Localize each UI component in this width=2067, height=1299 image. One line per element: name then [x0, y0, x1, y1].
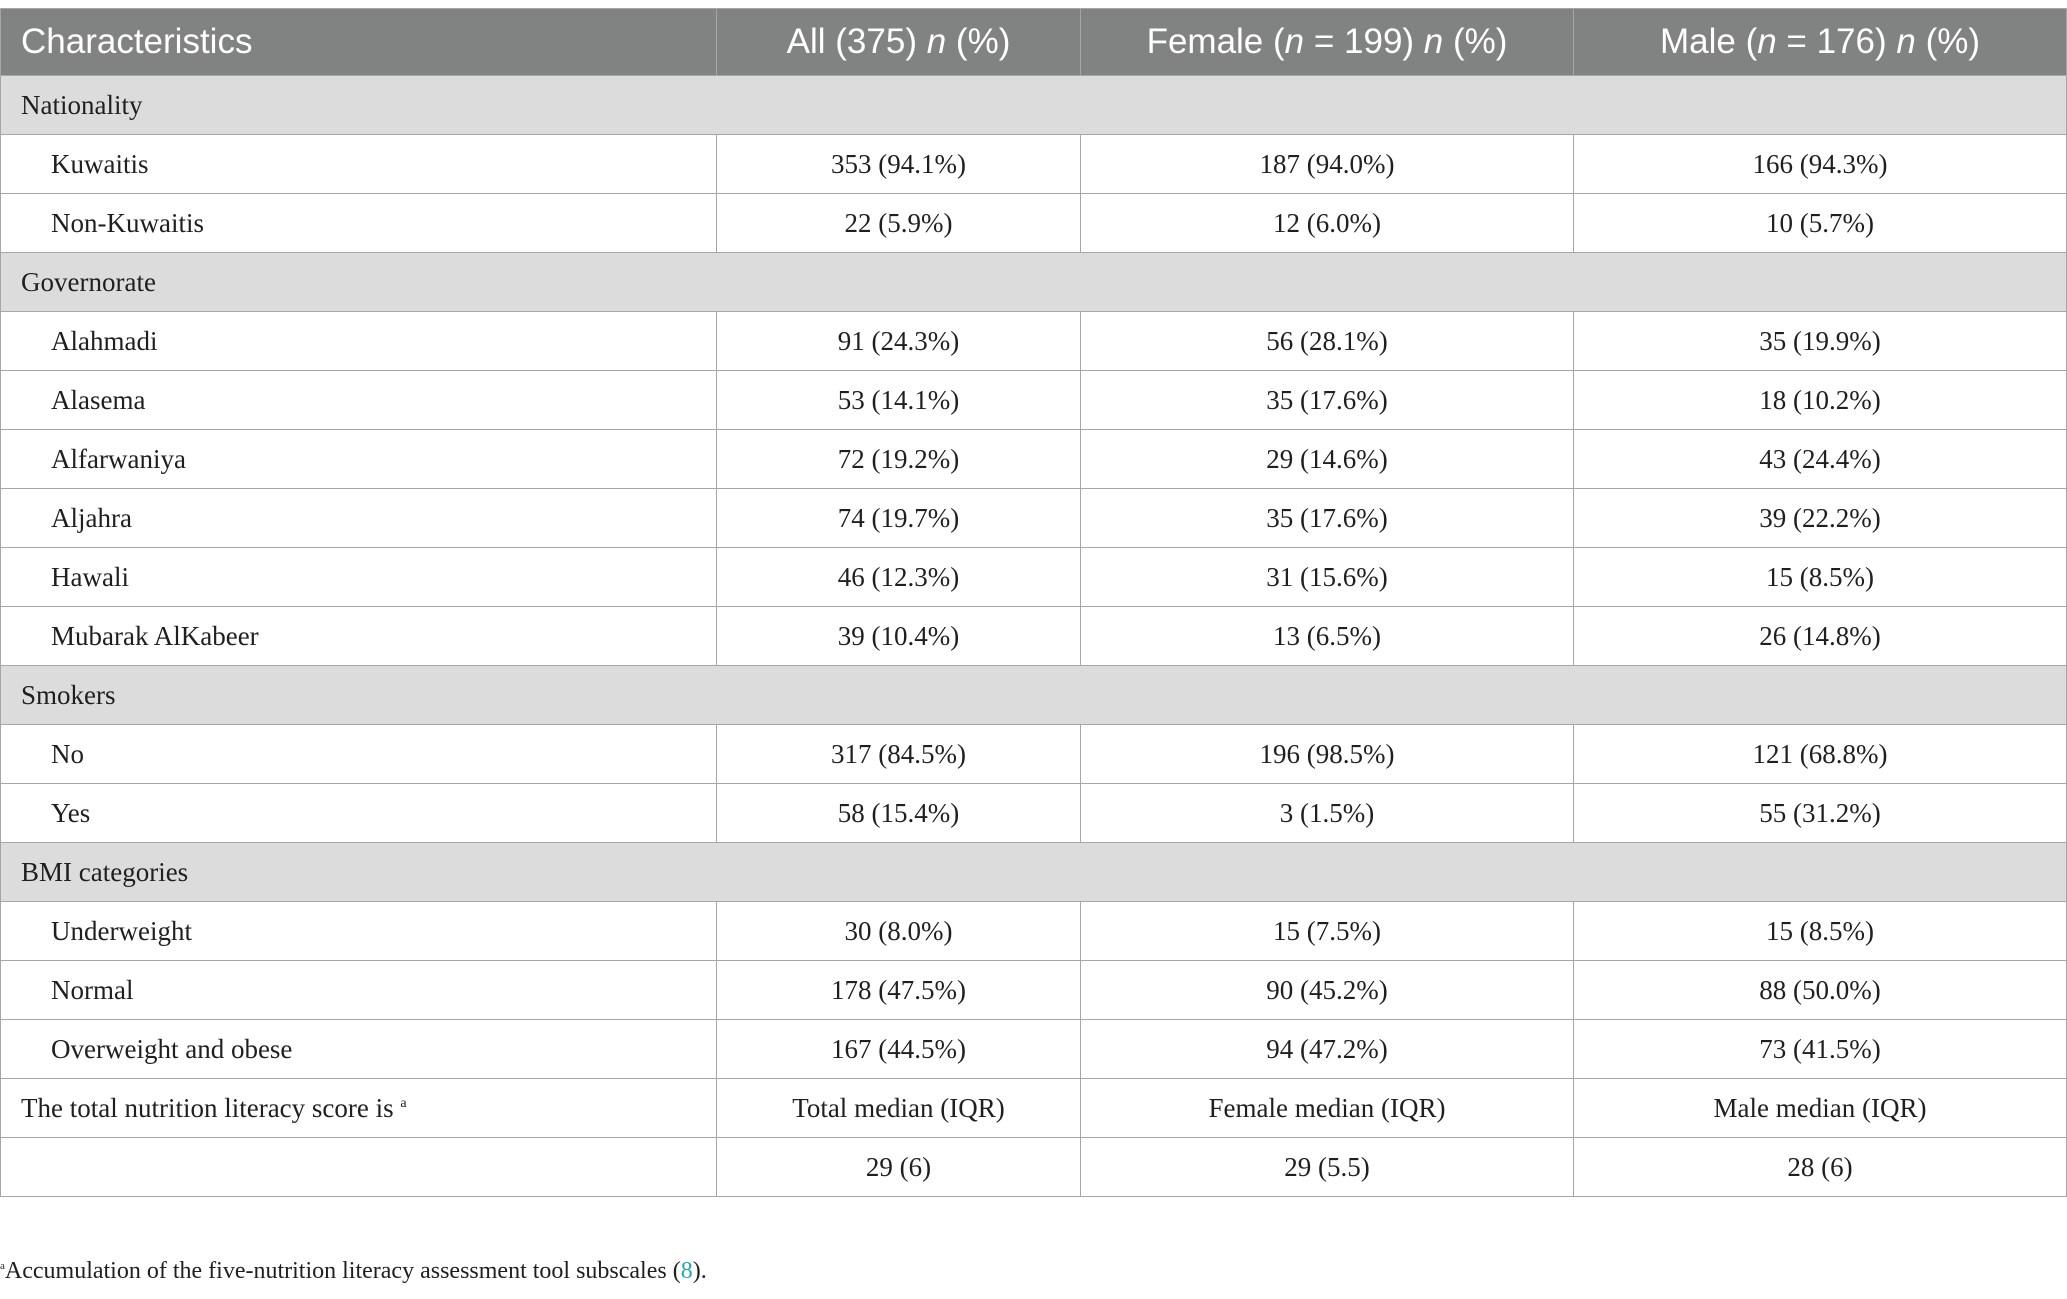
score-values-row	[1, 1138, 2067, 1197]
footnote-marker: a	[0, 1260, 5, 1272]
score-label-text: The total nutrition literacy score is	[21, 1092, 401, 1123]
cell-male: 121 (68.8%)	[1574, 725, 2067, 784]
score-label	[1, 1079, 717, 1138]
score-label-sup: a	[400, 1095, 407, 1111]
cell-male: 18 (10.2%)	[1574, 371, 2067, 430]
header-all-pct: (%)	[946, 22, 1011, 61]
table-row	[1, 312, 2067, 371]
score-value-female: 29 (5.5)	[1081, 1138, 1574, 1197]
footnote-end: ).	[692, 1258, 707, 1284]
header-female-pct: (%)	[1443, 22, 1508, 61]
cell-female: 3 (1.5%)	[1081, 784, 1574, 843]
cell-male: 43 (24.4%)	[1574, 430, 2067, 489]
row-label: Alfarwaniya	[1, 430, 717, 489]
header-male-n2: n	[1896, 22, 1916, 61]
table-header-row	[1, 9, 2067, 76]
cell-female: 90 (45.2%)	[1081, 961, 1574, 1020]
cell-male: 166 (94.3%)	[1574, 135, 2067, 194]
cell-all: 53 (14.1%)	[717, 371, 1081, 430]
section-row-governorate	[1, 253, 2067, 312]
characteristics-table	[0, 8, 2067, 1197]
row-label: Alahmadi	[1, 312, 717, 371]
header-male-text: Male (	[1659, 22, 1758, 61]
table-row	[1, 902, 2067, 961]
row-label: Hawali	[1, 548, 717, 607]
row-label: Alasema	[1, 371, 717, 430]
footnote-text: Accumulation of the five-nutrition literacy assessment tool subscales (	[4, 1258, 681, 1284]
table-row	[1, 194, 2067, 253]
table-row	[1, 961, 2067, 1020]
row-label: Normal	[1, 961, 717, 1020]
row-label: Underweight	[1, 902, 717, 961]
table-row	[1, 430, 2067, 489]
cell-male: 88 (50.0%)	[1574, 961, 2067, 1020]
cell-male: 15 (8.5%)	[1574, 548, 2067, 607]
cell-all: 22 (5.9%)	[717, 194, 1081, 253]
table-row	[1, 1020, 2067, 1079]
cell-all: 46 (12.3%)	[717, 548, 1081, 607]
table-row	[1, 548, 2067, 607]
score-header-row	[1, 1079, 2067, 1138]
cell-male: 55 (31.2%)	[1574, 784, 2067, 843]
cell-all: 39 (10.4%)	[717, 607, 1081, 666]
score-value-all: 29 (6)	[717, 1138, 1081, 1197]
score-header-all: Total median (IQR)	[717, 1079, 1081, 1138]
cell-all: 353 (94.1%)	[717, 135, 1081, 194]
table-row	[1, 607, 2067, 666]
header-male-n1: n	[1757, 22, 1777, 61]
cell-female: 13 (6.5%)	[1081, 607, 1574, 666]
cell-all: 91 (24.3%)	[717, 312, 1081, 371]
cell-female: 29 (14.6%)	[1081, 430, 1574, 489]
score-value-male: 28 (6)	[1574, 1138, 2067, 1197]
cell-female: 12 (6.0%)	[1081, 194, 1574, 253]
score-header-female: Female median (IQR)	[1081, 1079, 1574, 1138]
cell-female: 31 (15.6%)	[1081, 548, 1574, 607]
score-header-male: Male median (IQR)	[1574, 1079, 2067, 1138]
header-female-text: Female (	[1146, 22, 1285, 61]
cell-all: 167 (44.5%)	[717, 1020, 1081, 1079]
header-all	[717, 9, 1081, 76]
header-female-count: = 199)	[1304, 22, 1424, 61]
header-all-text: All (375)	[786, 22, 927, 61]
score-empty-cell	[1, 1138, 717, 1197]
table-row	[1, 371, 2067, 430]
row-label: Kuwaitis	[1, 135, 717, 194]
header-female-n2: n	[1423, 22, 1444, 61]
cell-female: 94 (47.2%)	[1081, 1020, 1574, 1079]
header-characteristics: Characteristics	[1, 9, 717, 76]
cell-all: 72 (19.2%)	[717, 430, 1081, 489]
cell-female: 15 (7.5%)	[1081, 902, 1574, 961]
row-label: Mubarak AlKabeer	[1, 607, 717, 666]
cell-female: 56 (28.1%)	[1081, 312, 1574, 371]
cell-male: 26 (14.8%)	[1574, 607, 2067, 666]
section-title: Governorate	[1, 253, 2067, 312]
header-male-count: = 176)	[1776, 22, 1897, 61]
header-male	[1574, 9, 2067, 76]
table-row	[1, 135, 2067, 194]
cell-female: 35 (17.6%)	[1081, 371, 1574, 430]
table-row	[1, 725, 2067, 784]
cell-female: 35 (17.6%)	[1081, 489, 1574, 548]
section-row-smokers	[1, 666, 2067, 725]
cell-male: 10 (5.7%)	[1574, 194, 2067, 253]
cell-male: 73 (41.5%)	[1574, 1020, 2067, 1079]
cell-female: 196 (98.5%)	[1081, 725, 1574, 784]
cell-all: 74 (19.7%)	[717, 489, 1081, 548]
cell-all: 317 (84.5%)	[717, 725, 1081, 784]
cell-all: 30 (8.0%)	[717, 902, 1081, 961]
cell-all: 178 (47.5%)	[717, 961, 1081, 1020]
cell-male: 35 (19.9%)	[1574, 312, 2067, 371]
row-label: Non-Kuwaitis	[1, 194, 717, 253]
cell-female: 187 (94.0%)	[1081, 135, 1574, 194]
cell-male: 15 (8.5%)	[1574, 902, 2067, 961]
row-label: Yes	[1, 784, 717, 843]
section-row-nationality	[1, 76, 2067, 135]
row-label: Aljahra	[1, 489, 717, 548]
section-title: Nationality	[1, 76, 2067, 135]
header-male-pct: (%)	[1915, 22, 1980, 61]
table-row	[1, 489, 2067, 548]
header-female	[1081, 9, 1574, 76]
section-row-bmi	[1, 843, 2067, 902]
table-row	[1, 784, 2067, 843]
row-label: No	[1, 725, 717, 784]
header-female-n1: n	[1284, 22, 1305, 61]
cell-all: 58 (15.4%)	[717, 784, 1081, 843]
table-footnote	[0, 1258, 707, 1285]
footnote-reference-link[interactable]: 8	[680, 1258, 693, 1284]
section-title: Smokers	[1, 666, 2067, 725]
header-all-n: n	[926, 22, 947, 61]
cell-male: 39 (22.2%)	[1574, 489, 2067, 548]
row-label: Overweight and obese	[1, 1020, 717, 1079]
section-title: BMI categories	[1, 843, 2067, 902]
